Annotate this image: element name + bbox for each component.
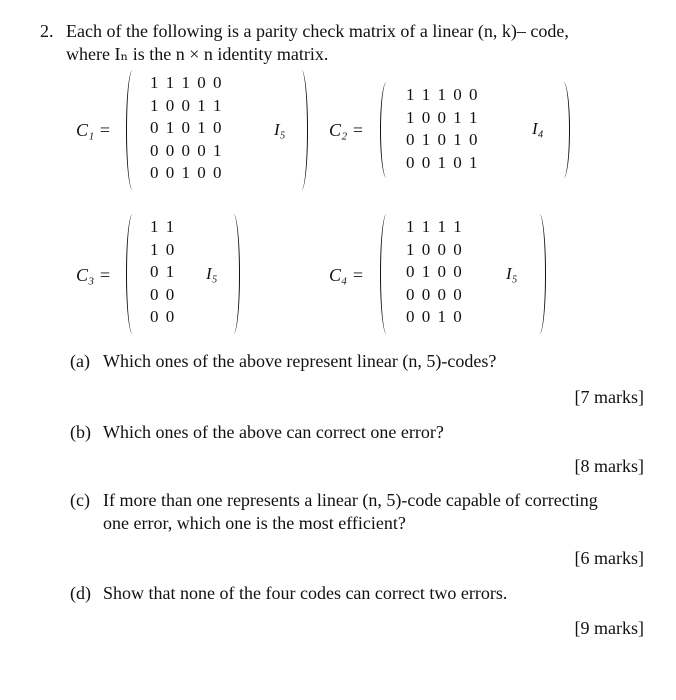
matrix-c4	[380, 214, 546, 334]
matrix-row: 1 1 1 0 0	[150, 73, 222, 92]
right-paren	[295, 70, 308, 190]
matrix-row: 0 0	[150, 307, 175, 326]
matrix-c3	[126, 214, 240, 334]
identity-block: I₄	[532, 119, 544, 138]
left-paren	[380, 82, 393, 178]
part-c-text-line2: one error, which one is the most efficient?	[103, 513, 406, 533]
problem-number: 2.	[40, 21, 54, 41]
part-b-text: Which ones of the above can correct one error?	[103, 422, 444, 442]
matrix-c4-rows	[406, 216, 462, 329]
matrix-c4-label: C₄ =	[329, 265, 364, 285]
left-paren	[126, 214, 139, 334]
matrix-row: 0 0	[150, 284, 175, 304]
matrix-row: 1 0 0 1 1	[406, 107, 478, 127]
matrix-row: 1 1 1 0 0	[406, 85, 478, 104]
matrix-row: 0 1 0 1 0	[150, 118, 222, 137]
matrix-c2-label: C₂ =	[329, 120, 364, 140]
matrix-c1	[126, 70, 308, 190]
identity-block: I₅	[274, 120, 286, 139]
part-c-label: (c)	[70, 490, 90, 510]
matrix-c3-label: C₃ =	[76, 265, 111, 285]
part-a-marks: [7 marks]	[574, 387, 644, 407]
matrix-row: 0 0 0 0	[406, 284, 462, 304]
part-d-marks: [9 marks]	[574, 618, 644, 638]
matrix-row: 0 0 1 0 0	[150, 163, 222, 182]
part-d-label: (d)	[70, 583, 91, 603]
problem-intro-line2: where Iₙ is the n × n identity matrix.	[66, 44, 329, 64]
part-a-label: (a)	[70, 351, 90, 371]
identity-block: I₅	[206, 264, 218, 283]
right-paren	[533, 214, 546, 334]
part-b-label: (b)	[70, 422, 91, 442]
matrix-row: 0 0 1 0 1	[406, 152, 478, 172]
left-paren	[126, 70, 139, 190]
matrix-row: 0 1 0 0	[406, 262, 462, 281]
matrix-c1-label: C₁ =	[76, 120, 111, 140]
matrix-row: 1 1 1 1	[406, 217, 462, 236]
part-a-text: Which ones of the above represent linear (n, 5)-codes?	[103, 351, 497, 371]
matrix-row: 1 0 0 1 1	[150, 95, 222, 115]
part-c-marks: [6 marks]	[574, 548, 644, 568]
matrix-c1-rows	[150, 72, 222, 185]
matrix-row: 1 1	[150, 217, 175, 236]
part-d-text: Show that none of the four codes can correct two errors.	[103, 583, 508, 603]
matrix-row: 0 1	[150, 262, 175, 281]
matrix-c3-rows	[150, 216, 174, 329]
problem-intro-line1: Each of the following is a parity check matrix of a linear (n, k)– code,	[66, 21, 569, 41]
matrix-c2	[380, 82, 570, 178]
matrix-row: 1 0	[150, 239, 175, 259]
matrix-row: 0 0 1 0	[406, 307, 462, 326]
matrix-row: 0 0 0 0 1	[150, 140, 222, 160]
matrix-row: 1 0 0 0	[406, 239, 462, 259]
matrix-row: 0 1 0 1 0	[406, 130, 478, 149]
identity-block: I₅	[506, 264, 518, 283]
right-paren	[227, 214, 240, 334]
part-c-text-line1: If more than one represents a linear (n, 5)-code capable of correcting	[103, 490, 598, 510]
part-b-marks: [8 marks]	[574, 456, 644, 476]
right-paren	[557, 82, 570, 178]
left-paren	[380, 214, 393, 334]
matrix-c2-rows	[406, 84, 478, 174]
